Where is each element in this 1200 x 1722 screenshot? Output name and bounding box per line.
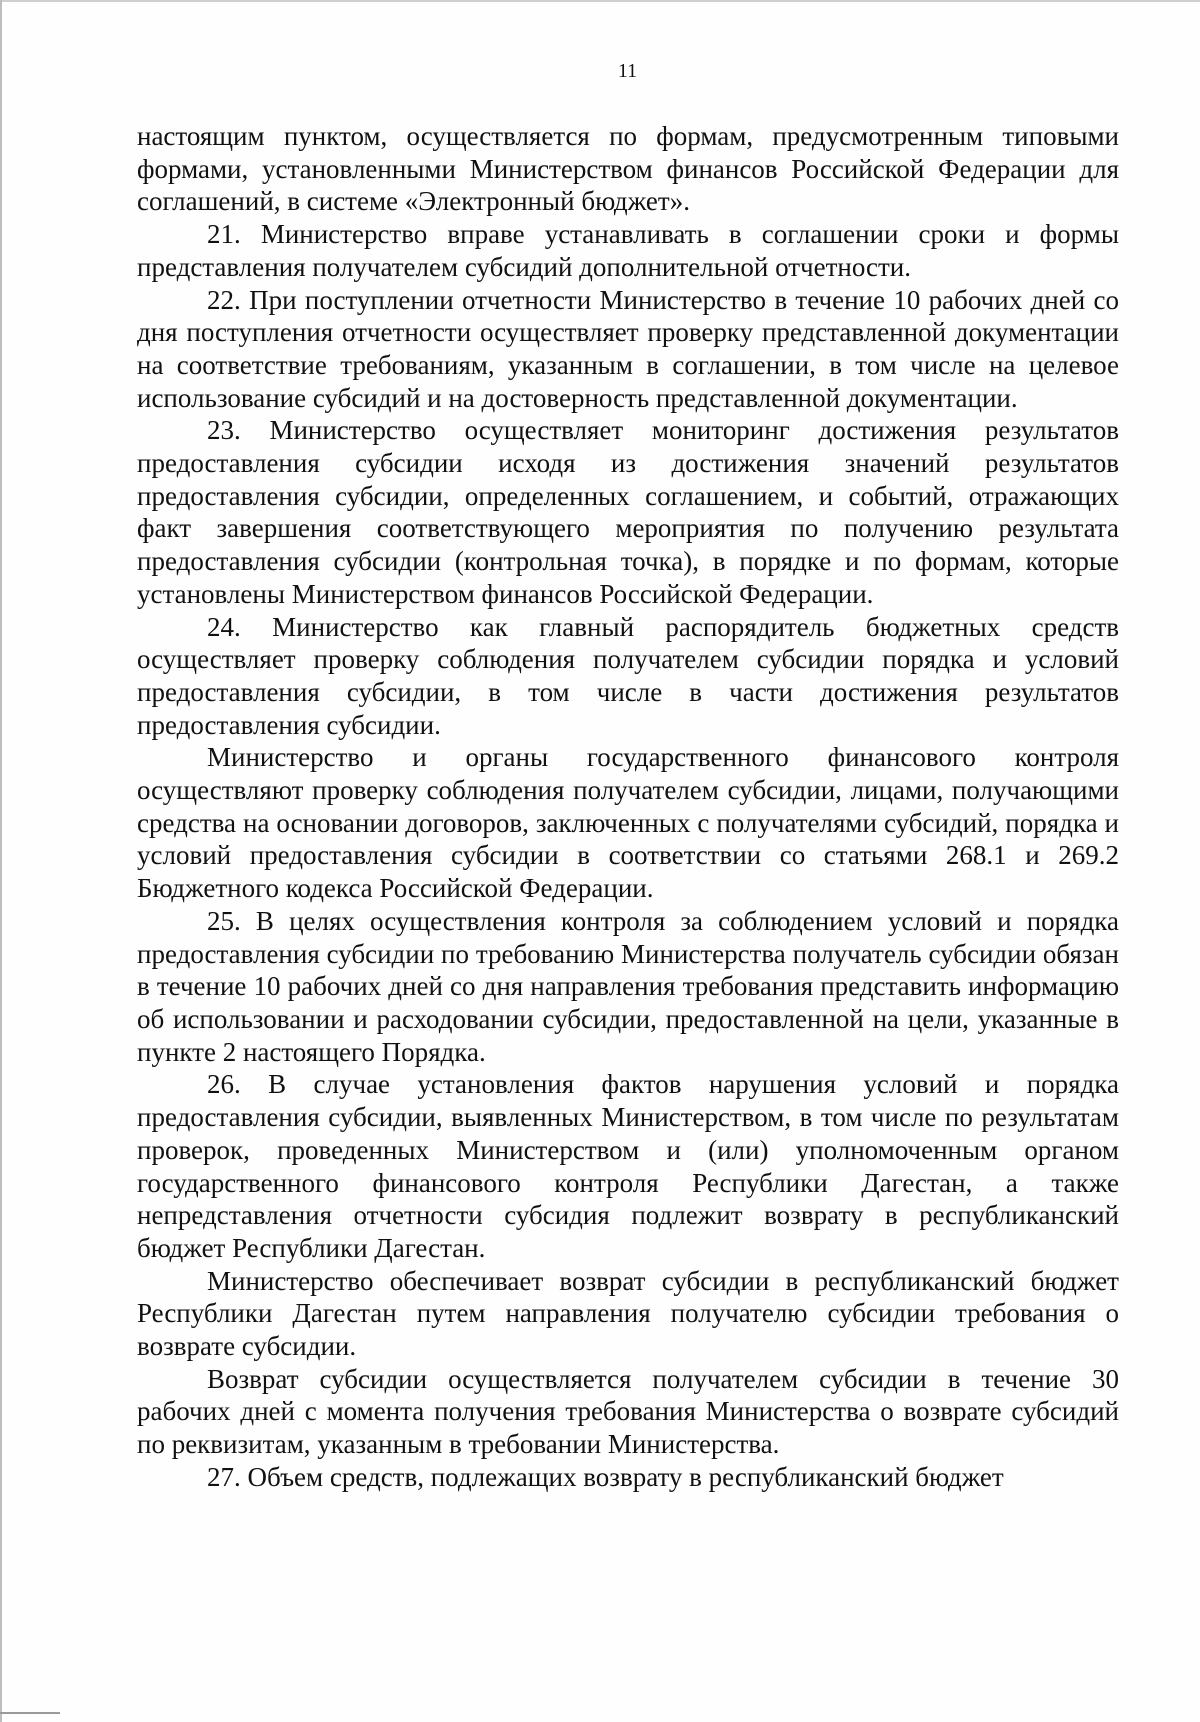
page-number: 11 [617,60,638,82]
paragraph-number: 21. [207,219,241,250]
paragraph-26 [137,1068,1119,1264]
paragraph-number: 27. [207,1461,241,1492]
paragraph-27 [137,1461,1119,1494]
paragraph-23 [137,414,1119,610]
paragraph-26-part-3 [137,1363,1119,1461]
paragraph-text: настоящим пунктом, осуществляется по формам, предусмотренным типовыми формами, установленными Министерством финансов Российской Федерации для соглашений, в системе «Электронный бюджет». [137,121,1119,217]
paragraph-25 [137,905,1119,1069]
paragraph-number: 24. [207,611,241,642]
paragraph-continuation [137,120,1119,218]
paragraph-text: В случае установления фактов нарушения условий и порядка предоставления субсидии, выявленных Министерством, в том числе по результатам проверок, проведенных Министерством и (или) уполномоченным органом государственного финансового контроля Республики Дагестан, а также непредставления отчетности субсидия подлежит возврату в республиканский бюджет Республики Дагестан. [137,1069,1119,1263]
paragraph-text: Министерство и органы государственного финансового контроля осуществляют проверку соблюдения получателем субсидии, лицами, получающими средства на основании договоров, заключенных с получателями субсидий, порядка и условий предоставления субсидии в соответствии со статьями 268.1 и 269.2 Бюджетного кодекса Российской Федерации. [137,742,1119,904]
paragraph-24 [137,611,1119,742]
scan-edge-top [0,0,1200,2]
document-body [137,120,1119,1494]
paragraph-text: При поступлении отчетности Министерство в течение 10 рабочих дней со дня поступления отчетности осуществляет проверку представленной документации на соответствие требованиям, указанным в соглашении, в том числе на целевое использование субсидий и на достоверность представленной документации. [137,284,1119,413]
paragraph-text: Министерство вправе устанавливать в соглашении сроки и формы представления получателем субсидий дополнительной отчетности. [137,219,1119,282]
paragraph-text: Министерство как главный распорядитель бюджетных средств осуществляет проверку соблюдения получателем субсидии порядка и условий предоставления субсидии, в том числе в части достижения результатов предоставления субсидии. [137,611,1120,740]
paragraph-24-part-2 [137,741,1119,905]
paragraph-text: Министерство обеспечивает возврат субсидии в республиканский бюджет Республики Дагестан путем направления получателю субсидии требования о возврате субсидии. [137,1265,1119,1362]
paragraph-number: 26. [207,1069,241,1100]
paragraph-text: Возврат субсидии осуществляется получателем субсидии в течение 30 рабочих дней с момента получения требования Министерства о возврате субсидий по реквизитам, указанным в требовании Министерства. [137,1363,1119,1460]
scan-edge-bottom [0,1712,60,1714]
scan-edge-left [0,0,2,1722]
paragraph-number: 22. [207,284,241,315]
paragraph-number: 25. [207,905,241,936]
paragraph-26-part-2 [137,1265,1119,1363]
paragraph-number: 23. [207,415,241,446]
paragraph-21 [137,218,1119,283]
paragraph-text: Объем средств, подлежащих возврату в республиканский бюджет [247,1461,1004,1492]
paragraph-text: В целях осуществления контроля за соблюдением условий и порядка предоставления субсидии по требованию Министерства получатель субсидии обязан в течение 10 рабочих дней со дня направления требования представить информацию об использовании и расходовании субсидии, предоставленной на цели, указанные в пункте 2 настоящего Порядка. [137,905,1119,1067]
paragraph-22 [137,284,1119,415]
paragraph-text: Министерство осуществляет мониторинг достижения результатов предоставления субсидии исходя из достижения значений результатов предоставления субсидии, определенных соглашением, и событий, отражающих факт завершения соответствующего мероприятия по получению результата предоставления субсидии (контрольная точка), в порядке и по формам, которые установлены Министерством финансов Российской Федерации. [137,415,1119,609]
